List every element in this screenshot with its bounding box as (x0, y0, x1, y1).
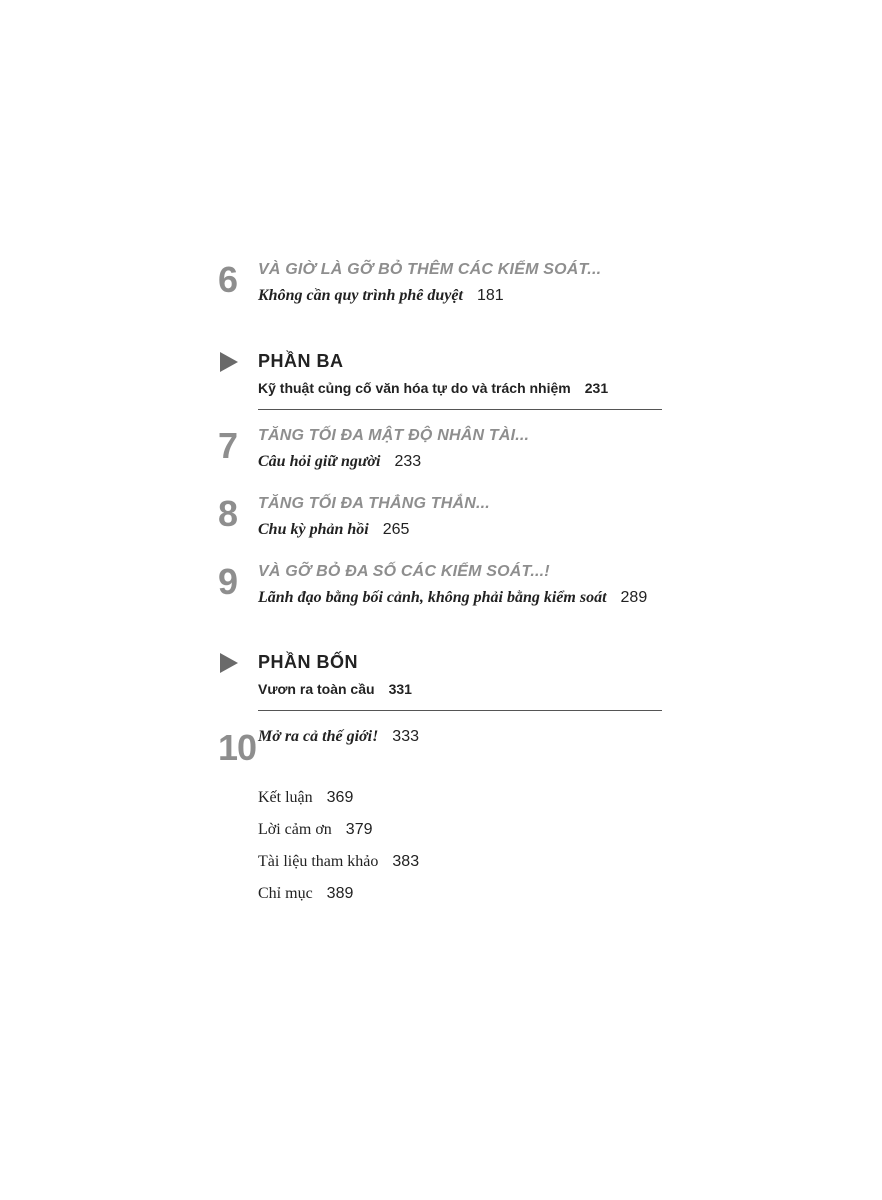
chapter-subtitle: Lãnh đạo bằng bối cảnh, không phải bằng kiểm soát 289 (258, 589, 648, 606)
page-number: 181 (476, 287, 504, 304)
item-label: Tài liệu tham khảo (258, 853, 379, 870)
divider (258, 409, 662, 410)
page-number: 389 (326, 885, 354, 902)
item-label: Chỉ mục (258, 885, 313, 902)
page-number: 331 (388, 681, 412, 697)
page-number: 333 (392, 728, 419, 745)
toc-back-matter-item[interactable] (258, 885, 353, 903)
page-number: 231 (584, 380, 609, 396)
chapter-number: 8 (218, 493, 238, 534)
chapter-subtitle: Chu kỳ phản hồi 265 (258, 521, 410, 538)
chapter-number: 10 (218, 727, 257, 768)
item-label: Kết luận (258, 789, 313, 806)
chapter-subtitle: Không cần quy trình phê duyệt 181 (258, 287, 504, 304)
divider (258, 710, 662, 711)
chapter-number: 6 (218, 259, 238, 300)
page-number: 383 (392, 853, 420, 870)
page-number: 289 (620, 589, 648, 606)
toc-back-matter-item[interactable] (258, 789, 353, 807)
chapter-title: VÀ GỠ BỎ ĐA SỐ CÁC KIỂM SOÁT...! (258, 563, 550, 580)
chapter-number: 7 (218, 425, 238, 466)
play-arrow-icon (220, 653, 238, 673)
part-title: PHẦN BA (258, 351, 344, 371)
chapter-subtitle: Câu hỏi giữ người 233 (258, 453, 422, 470)
part-subtitle: Vươn ra toàn cầu 331 (258, 681, 412, 697)
part-title: PHẦN BỐN (258, 652, 359, 672)
item-label: Lời cảm ơn (258, 821, 332, 838)
toc-back-matter-item[interactable] (258, 821, 373, 839)
play-arrow-icon (220, 352, 238, 372)
page-number: 369 (326, 789, 354, 806)
page-number: 233 (394, 453, 422, 470)
chapter-subtitle: Mở ra cả thế giới! 333 (258, 728, 419, 745)
part-subtitle: Kỹ thuật củng cố văn hóa tự do và trách nhiệm 231 (258, 380, 609, 396)
chapter-number: 9 (218, 561, 238, 602)
toc-back-matter-item[interactable] (258, 853, 419, 871)
chapter-title: VÀ GIỜ LÀ GỠ BỎ THÊM CÁC KIỂM SOÁT... (258, 261, 602, 278)
chapter-title: TĂNG TỐI ĐA THẲNG THẮN... (258, 495, 490, 512)
page-number: 379 (345, 821, 373, 838)
page-number: 265 (382, 521, 410, 538)
chapter-title: TĂNG TỐI ĐA MẬT ĐỘ NHÂN TÀI... (258, 427, 530, 444)
